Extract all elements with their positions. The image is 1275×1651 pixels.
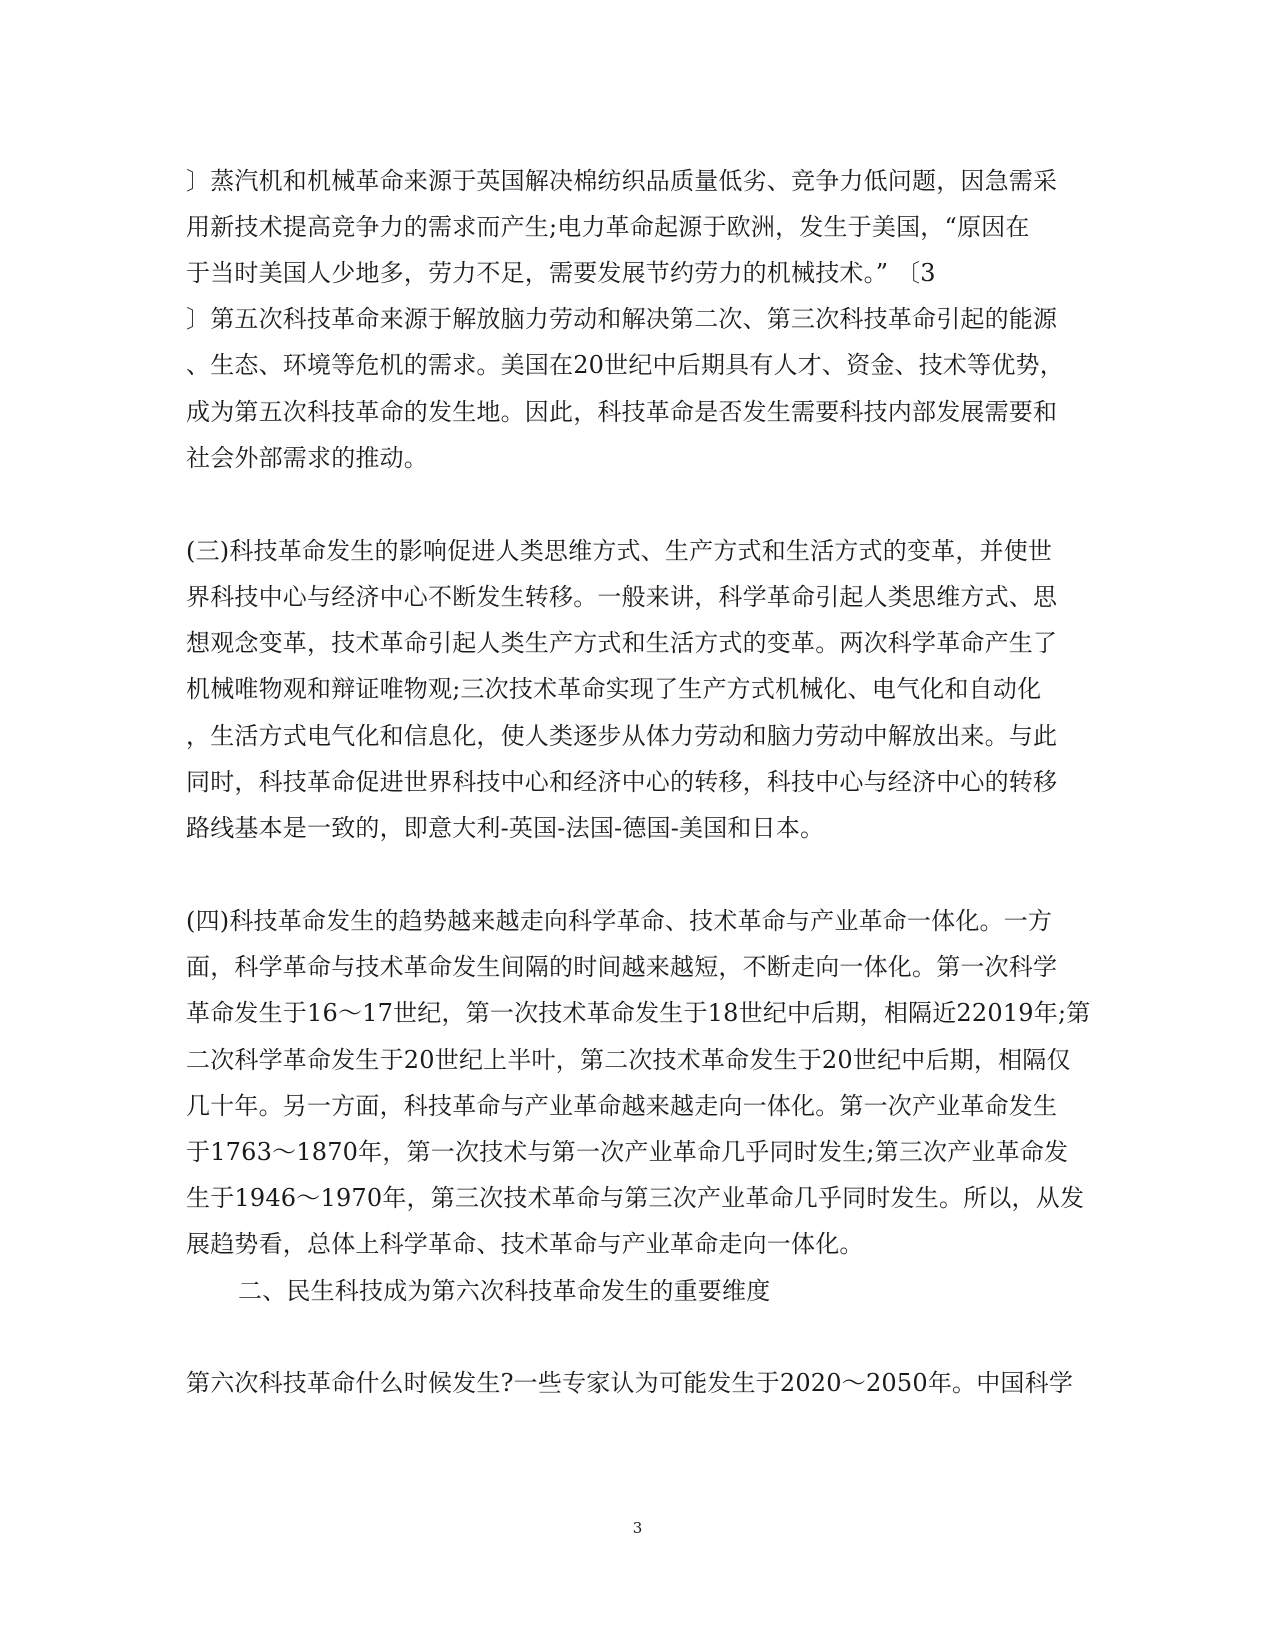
text-line: 用新技术提高竞争力的需求而产生;电力革命起源于欧洲，发生于美国，“原因在 — [186, 213, 1030, 241]
text-line: 展趋势看，总体上科学革命、技术革命与产业革命走向一体化。 — [186, 1230, 864, 1258]
text-line: 同时，科技革命促进世界科技中心和经济中心的转移，科技中心与经济中心的转移 — [186, 768, 1058, 796]
text-line: 生于1946～1970年，第三次技术革命与第三次产业革命几乎同时发生。所以，从发 — [186, 1184, 1085, 1212]
text-line: ，生活方式电气化和信息化，使人类逐步从体力劳动和脑力劳动中解放出来。与此 — [186, 722, 1058, 750]
text-line: 路线基本是一致的，即意大利-英国-法国-德国-美国和日本。 — [186, 814, 825, 842]
text-line: 革命发生于16～17世纪，第一次技术革命发生于18世纪中后期，相隔近22019年;第 — [186, 999, 1091, 1027]
text-line: 面，科学革命与技术革命发生间隔的时间越来越短，不断走向一体化。第一次科学 — [186, 953, 1058, 981]
text-line: 第六次科技革命什么时候发生?一些专家认为可能发生于2020～2050年。中国科学 — [186, 1369, 1074, 1397]
text-line: (三)科技革命发生的影响促进人类思维方式、生产方式和生活方式的变革，并使世 — [186, 537, 1053, 565]
text-line: 于1763～1870年，第一次技术与第一次产业革命几乎同时发生;第三次产业革命发 — [186, 1138, 1069, 1166]
page-number: 3 — [632, 1519, 643, 1537]
text-line: 想观念变革，技术革命引起人类生产方式和生活方式的变革。两次科学革命产生了 — [186, 629, 1058, 657]
section-heading: 二、民生科技成为第六次科技革命发生的重要维度 — [238, 1277, 771, 1305]
text-line: 二次科学革命发生于20世纪上半叶，第二次技术革命发生于20世纪中后期，相隔仅 — [186, 1046, 1071, 1074]
text-line: 〕蒸汽机和机械革命来源于英国解决棉纺织品质量低劣、竞争力低问题，因急需采 — [186, 167, 1058, 195]
text-line: 社会外部需求的推动。 — [186, 444, 428, 472]
text-line: 几十年。另一方面，科技革命与产业革命越来越走向一体化。第一次产业革命发生 — [186, 1092, 1058, 1120]
text-line: 于当时美国人少地多，劳力不足，需要发展节约劳力的机械技术。” 〔3 — [186, 259, 936, 287]
text-line: 、生态、环境等危机的需求。美国在20世纪中后期具有人才、资金、技术等优势， — [186, 351, 1064, 379]
text-line: (四)科技革命发生的趋势越来越走向科学革命、技术革命与产业革命一体化。一方 — [186, 907, 1053, 935]
text-line: 〕第五次科技革命来源于解放脑力劳动和解决第二次、第三次科技革命引起的能源 — [186, 305, 1058, 333]
text-line: 界科技中心与经济中心不断发生转移。一般来讲，科学革命引起人类思维方式、思 — [186, 583, 1058, 611]
text-line: 机械唯物观和辩证唯物观;三次技术革命实现了生产方式机械化、电气化和自动化 — [186, 675, 1042, 703]
text-line: 成为第五次科技革命的发生地。因此，科技革命是否发生需要科技内部发展需要和 — [186, 398, 1058, 426]
